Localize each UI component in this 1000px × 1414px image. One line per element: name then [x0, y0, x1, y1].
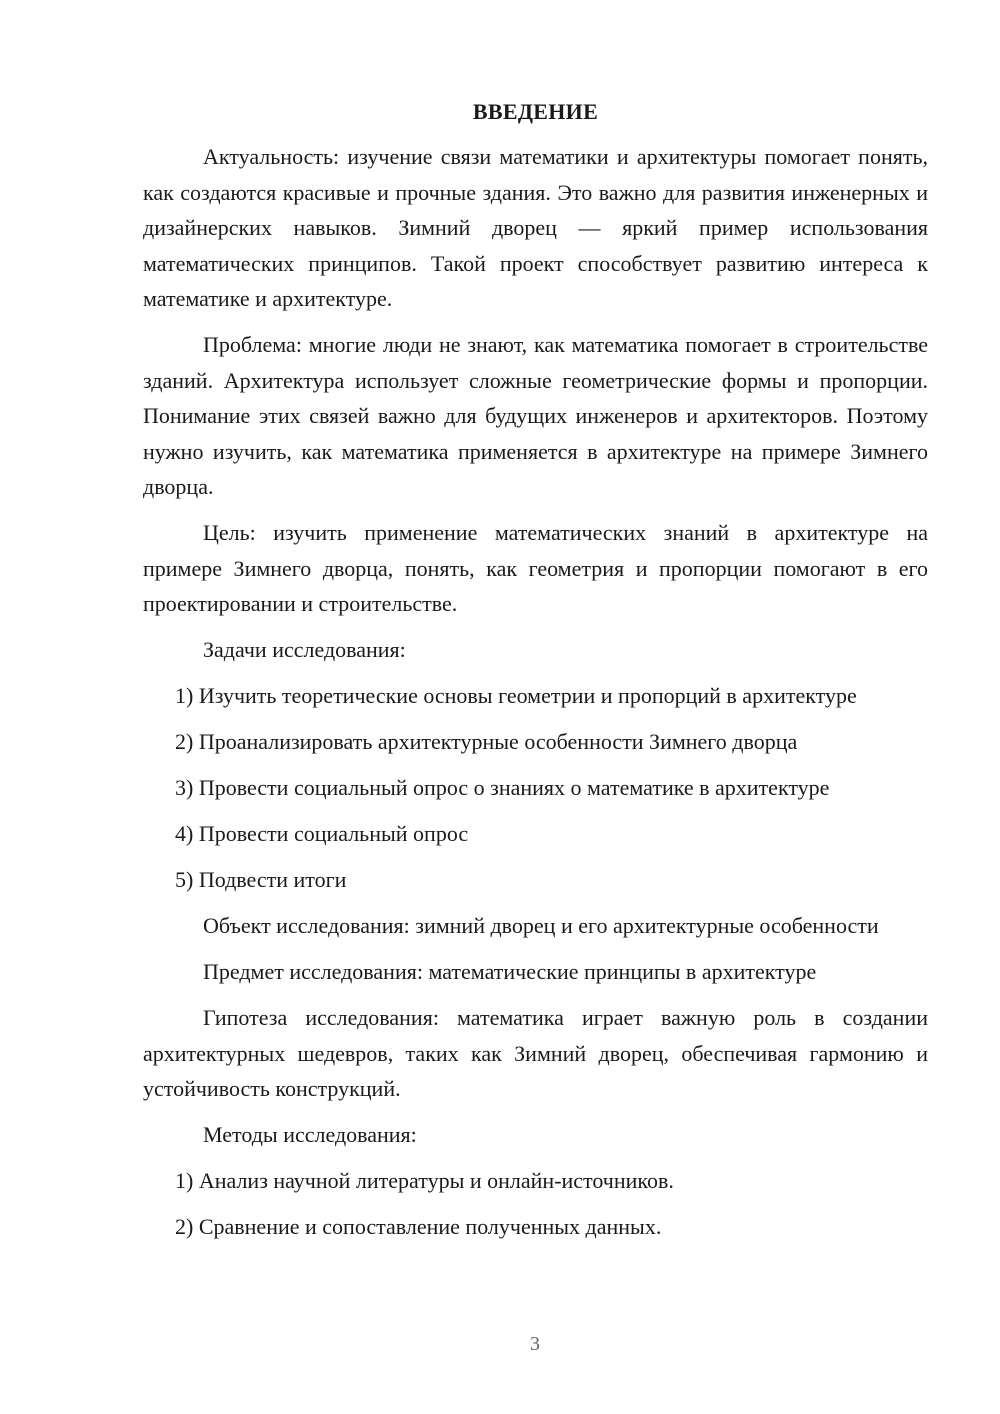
page-number: 3	[530, 1333, 540, 1355]
task-item-5: 5) Подвести итоги	[175, 867, 347, 892]
task-item-1: 1) Изучить теоретические основы геометрии и пропорций в архитектуре	[175, 683, 857, 708]
paragraph-subject: Предмет исследования: математические принципы в архитектуре	[203, 959, 817, 984]
paragraph-goal: Цель: изучить применение математических знаний в архитектуре на примере Зимнего дворца, понять, как геометрия и пропорции помогают в его проектировании и строительстве.	[143, 520, 928, 616]
task-item-2: 2) Проанализировать архитектурные особенности Зимнего дворца	[175, 729, 798, 754]
paragraph-object: Объект исследования: зимний дворец и его архитектурные особенности	[203, 913, 879, 938]
page-content	[143, 94, 928, 1255]
task-item-4: 4) Провести социальный опрос	[175, 821, 469, 846]
section-title: ВВЕДЕНИЕ	[472, 99, 599, 124]
method-item-1: 1) Анализ научной литературы и онлайн-источников.	[175, 1168, 674, 1193]
tasks-heading: Задачи исследования:	[203, 637, 406, 662]
methods-heading: Методы исследования:	[203, 1122, 417, 1147]
paragraph-problem: Проблема: многие люди не знают, как математика помогает в строительстве зданий. Архитектура использует сложные геометрические формы и пропорции. Понимание этих связей важно для будущих инженеров и архитекторов. Поэтому нужно изучить, как математика применяется в архитектуре на примере Зимнего дворца.	[143, 332, 928, 499]
paragraph-relevance: Актуальность: изучение связи математики и архитектуры помогает понять, как создаются красивые и прочные здания. Это важно для развития инженерных и дизайнерских навыков. Зимний дворец — яркий пример использования математических принципов. Такой проект способствует развитию интереса к математике и архитектуре.	[143, 144, 928, 311]
method-item-2: 2) Сравнение и сопоставление полученных данных.	[175, 1214, 662, 1239]
paragraph-hypothesis: Гипотеза исследования: математика играет важную роль в создании архитектурных шедевров, таких как Зимний дворец, обеспечивая гармонию и устойчивость конструкций.	[143, 1005, 928, 1101]
task-item-3: 3) Провести социальный опрос о знаниях о математике в архитектуре	[175, 775, 830, 800]
